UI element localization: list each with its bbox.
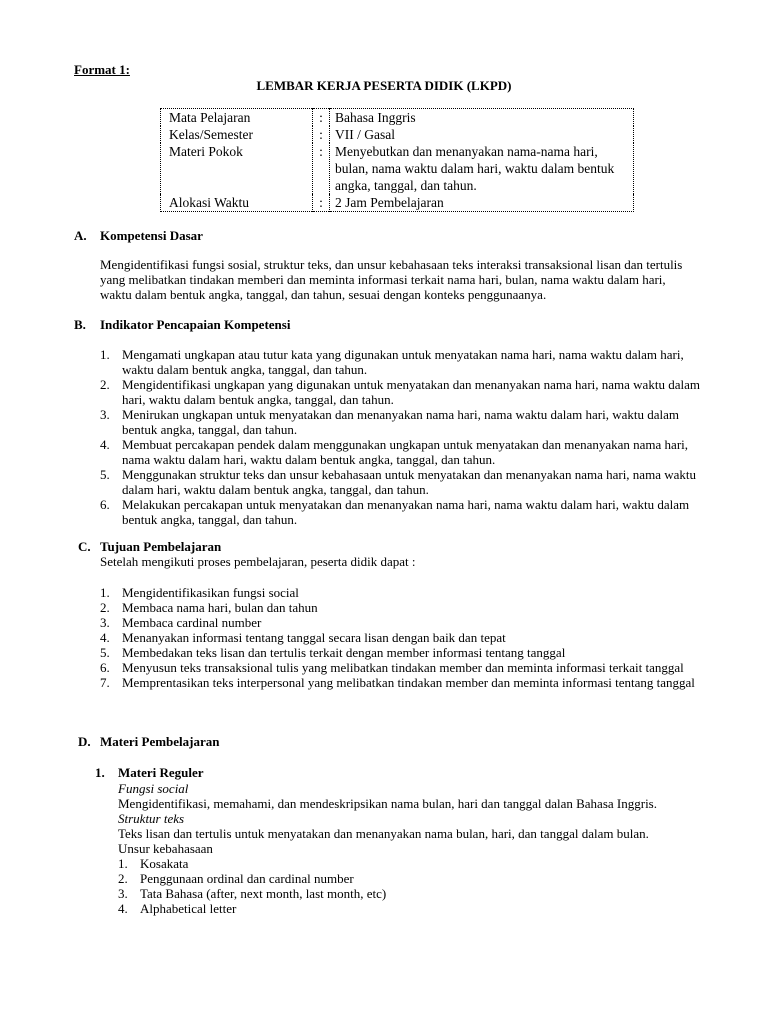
- list-number: 2.: [118, 871, 128, 886]
- info-separator: :: [313, 109, 330, 127]
- format-label: Format 1:: [74, 62, 130, 77]
- list-item: [100, 600, 700, 615]
- list-text: Membaca cardinal number: [122, 615, 262, 630]
- info-value: Bahasa Inggris: [335, 110, 416, 125]
- unsur-list: [118, 856, 718, 916]
- info-row: [161, 126, 634, 143]
- list-item: [100, 407, 700, 437]
- list-item: [100, 377, 700, 407]
- list-item: [100, 675, 700, 690]
- section-title: Kompetensi Dasar: [100, 228, 203, 243]
- list-number: 6.: [100, 660, 110, 675]
- fungsi-text: Mengidentifikasi, memahami, dan mendeskripsikan nama bulan, hari dan tanggal dalan Bahasa Inggris.: [118, 796, 657, 811]
- info-label: Kelas/Semester: [161, 126, 313, 143]
- list-text: Menirukan ungkapan untuk menyatakan dan menanyakan nama hari, nama waktu dalam hari, waktu dalam bentuk angka, tanggal, dan tahun.: [122, 407, 680, 437]
- info-value: VII / Gasal: [335, 127, 395, 142]
- list-text: Membedakan teks lisan dan tertulis terkait dengan member informasi tentang tanggal: [122, 645, 566, 660]
- section-label: B.: [74, 317, 86, 332]
- list-item: [100, 645, 700, 660]
- list-text: Membaca nama hari, bulan dan tahun: [122, 600, 318, 615]
- list-number: 3.: [100, 615, 110, 630]
- list-text: Mengidentifikasi ungkapan yang digunakan untuk menyatakan dan menanyakan nama hari, nama waktu dalam hari, waktu dalam bentuk angka, tanggal, dan tahun.: [122, 377, 700, 407]
- list-text: Menanyakan informasi tentang tanggal secara lisan dengan baik dan tepat: [122, 630, 506, 645]
- section-title: Indikator Pencapaian Kompetensi: [100, 317, 291, 332]
- list-item: [100, 615, 700, 630]
- struktur-text: Teks lisan dan tertulis untuk menyatakan dan menanyakan nama bulan, hari, dan tanggal dalam bulan.: [118, 826, 649, 841]
- unsur-label: Unsur kebahasaan: [118, 841, 213, 856]
- list-text: Menyusun teks transaksional tulis yang melibatkan tindakan member dan meminta informasi terkait tanggal: [122, 660, 684, 675]
- struktur-label: Struktur teks: [118, 811, 185, 826]
- section-label: D.: [78, 734, 91, 749]
- list-number: 4.: [118, 901, 128, 916]
- kompetensi-dasar-text: Mengidentifikasi fungsi sosial, struktur teks, dan unsur kebahasaan teks interaksi transaksional lisan dan tertulis yang melibatkan tindakan memberi dan meminta informasi terkait nama hari, bulan, nama waktu dalam hari, waktu dalam bentuk angka, tanggal, dan tahun, sesuai dengan konteks penggunaanya.: [100, 257, 683, 302]
- info-label: Materi Pokok: [161, 143, 313, 194]
- list-number: 4.: [100, 630, 110, 645]
- section-title: Tujuan Pembelajaran: [100, 539, 222, 554]
- info-separator: :: [313, 194, 330, 212]
- list-number: 6.: [100, 497, 110, 512]
- list-number: 4.: [100, 437, 110, 452]
- materi-reguler-body: [118, 781, 718, 916]
- list-text: Penggunaan ordinal dan cardinal number: [140, 871, 354, 886]
- list-number: 5.: [100, 467, 110, 482]
- info-value: 2 Jam Pembelajaran: [335, 195, 444, 210]
- list-item: [118, 856, 718, 871]
- info-separator: :: [313, 143, 330, 194]
- document-title: LEMBAR KERJA PESERTA DIDIK (LKPD): [256, 78, 512, 93]
- list-text: Alphabetical letter: [140, 901, 237, 916]
- list-number: 7.: [100, 675, 110, 690]
- info-row: [161, 143, 634, 194]
- info-value: Menyebutkan dan menanyakan nama-nama hari, bulan, nama waktu dalam hari, waktu dalam bentuk angka, tanggal, dan tahun.: [335, 144, 615, 193]
- info-separator: :: [313, 126, 330, 143]
- list-text: Memprentasikan teks interpersonal yang melibatkan tindakan member dan meminta informasi tentang tanggal: [122, 675, 695, 690]
- sub-title: Materi Reguler: [118, 765, 204, 780]
- sub-number: 1.: [95, 765, 105, 780]
- list-text: Melakukan percakapan untuk menyatakan dan menanyakan nama hari, nama waktu dalam hari, waktu dalam bentuk angka, tanggal, dan tahun.: [122, 497, 690, 527]
- section-label: C.: [78, 539, 91, 554]
- list-item: [100, 437, 700, 467]
- info-row: [161, 194, 634, 212]
- list-number: 1.: [118, 856, 128, 871]
- section-label: A.: [74, 228, 87, 243]
- tujuan-intro: Setelah mengikuti proses pembelajaran, peserta didik dapat :: [100, 554, 416, 569]
- list-text: Menggunakan struktur teks dan unsur kebahasaan untuk menyatakan dan menanyakan nama hari, nama waktu dalam hari, waktu dalam bentuk angka, tanggal, dan tahun.: [122, 467, 696, 497]
- info-table: [160, 108, 634, 212]
- list-item: [100, 467, 700, 497]
- list-text: Kosakata: [140, 856, 189, 871]
- section-title: Materi Pembelajaran: [100, 734, 220, 749]
- list-text: Membuat percakapan pendek dalam menggunakan ungkapan untuk menyatakan dan menanyakan nama hari, nama waktu dalam hari, waktu dalam bentuk angka, tanggal, dan tahun.: [122, 437, 689, 467]
- list-item: [100, 630, 700, 645]
- fungsi-label: Fungsi social: [118, 781, 189, 796]
- list-item: [118, 901, 718, 916]
- list-number: 1.: [100, 347, 110, 362]
- list-item: [100, 497, 700, 527]
- list-text: Mengamati ungkapan atau tutur kata yang digunakan untuk menyatakan nama hari, nama waktu dalam hari, waktu dalam bentuk angka, tanggal, dan tahun.: [122, 347, 684, 377]
- list-text: Tata Bahasa (after, next month, last month, etc): [140, 886, 387, 901]
- list-item: [118, 871, 718, 886]
- indikator-list: [100, 347, 700, 527]
- list-item: [100, 585, 700, 600]
- list-number: 2.: [100, 600, 110, 615]
- list-item: [100, 347, 700, 377]
- list-number: 3.: [118, 886, 128, 901]
- list-number: 1.: [100, 585, 110, 600]
- info-label: Mata Pelajaran: [161, 109, 313, 127]
- list-number: 3.: [100, 407, 110, 422]
- list-number: 2.: [100, 377, 110, 392]
- info-label: Alokasi Waktu: [161, 194, 313, 212]
- list-text: Mengidentifikasikan fungsi social: [122, 585, 299, 600]
- list-item: [118, 886, 718, 901]
- list-item: [100, 660, 700, 675]
- info-row: [161, 109, 634, 127]
- list-number: 5.: [100, 645, 110, 660]
- tujuan-list: [100, 585, 700, 690]
